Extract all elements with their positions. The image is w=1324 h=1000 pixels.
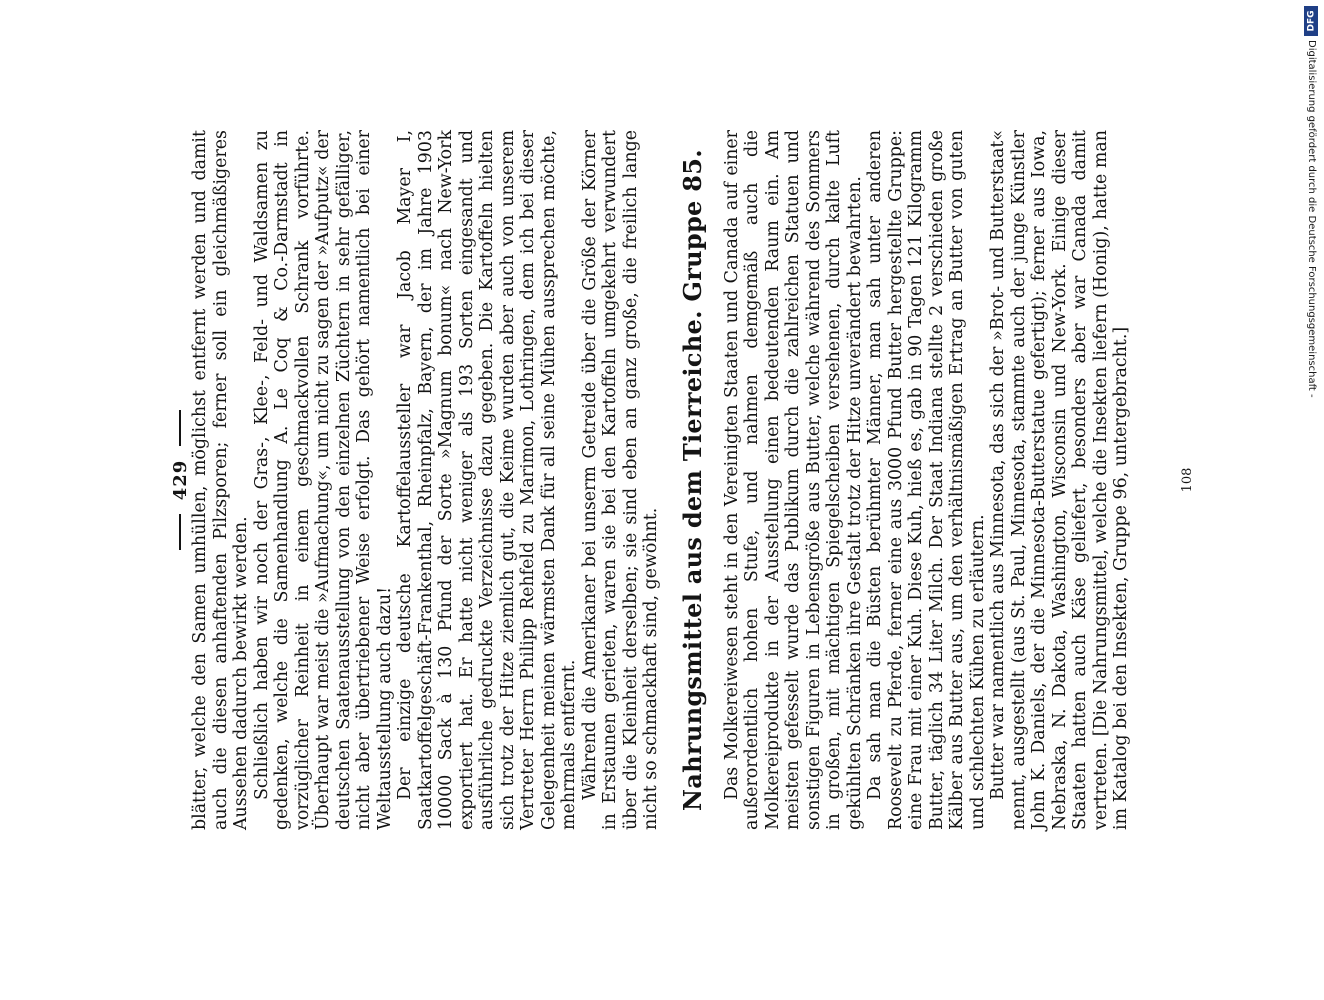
section-heading: Nahrungsmittel aus dem Tierreiche. Gruppe 85.	[677, 149, 707, 811]
digitization-credit	[1300, 0, 1320, 400]
book-page	[160, 130, 1200, 830]
paragraph: Das Molkereiwesen steht in den Vereinigten Staaten und Canada auf einer außerordentlich hohen Stufe, und nahmen demgemäß auch die Molkereiprodukte in der Ausstellung einen bedeutenden Raum ein. Am meisten gefesselt wurde das Publikum durch die zahlreichen Statuen und sonstigen Figuren in Lebensgröße aus Butter, welche während des Sommers in großen, mit mächtigen Spiegelscheiben versehenen, durch kalte Luft gekühlten Schränken ihre Gestalt trotz der Hitze unverändert bewahrten.	[721, 130, 865, 830]
paragraph: Butter war namentlich aus Minnesota, das sich der »Brot- und Butterstaat« nennt, ausgestellt (aus St. Paul, Minnesota, stammte auch der junge Künstler John K. Daniels, der die Minnesota-Butterstatue gefertigt); ferner aus Iowa, Nebraska, N. Dakota, Washington, Wisconsin und New-York. Einige dieser Staaten hatten auch Käse geliefert, besonders aber war Canada damit vertreten. [Die Nahrungsmittel, welche die Insekten liefern (Honig), hatte man im Katalog bei den Insekten, Gruppe 96, untergebracht.]	[988, 130, 1131, 830]
folio-number: 108	[1180, 467, 1195, 493]
page-body	[190, 130, 1132, 830]
paragraph: Schließlich haben wir noch der Gras-, Klee-, Feld- und Waldsamen zu gedenken, welche die Samenhandlung A. Le Coq & Co.-Darmstadt in vorzüglicher Reinheit in einem geschmackvollen Schrank vorführte. Überhaupt war meist die »Aufmachung«, um nicht zu sagen der »Aufputz« der deutschen Saatenausstellung von den einzelnen Züchtern in sehr gefälliger, nicht aber übertriebener Weise erfolgt. Das gehört namentlich bei einer Weltausstellung auch dazu!	[251, 130, 395, 830]
header-dash-right	[179, 410, 181, 446]
paragraph: Der einzige deutsche Kartoffelaussteller war Jacob Mayer I, Saatkartoffelgeschäft-Frankenthal, Rheinpfalz, Bayern, der im Jahre 1903 10000 Sack à 130 Pfund der Sorte »Magnum bonum« nach New-York exportiert hat. Er hatte nicht weniger als 193 Sorten eingesandt und ausführliche gedruckte Verzeichnisse dazu gegeben. Die Kartoffeln hielten sich trotz der Hitze ziemlich gut, die Keime wurden aber auch von unserem Vertreter Herrn Philipp Rehfeld zu Marimon, Lothringen, dem ich bei dieser Gelegenheit meinen wärmsten Dank für all seine Mühen aussprechen möchte, mehrmals entfernt.	[395, 130, 579, 830]
credit-text: Digitalisierung gefördert durch die Deutsche Forschungsgemeinschaft -	[1306, 40, 1317, 398]
paragraph: Während die Amerikaner bei unserm Getreide über die Größe der Körner in Erstaunen gerieten, waren sie bei den Kartoffeln umgekehrt verwundert über die Kleinheit derselben; sie sind eben an ganz große, die freilich lange nicht so schmackhaft sind, gewöhnt.	[579, 130, 661, 830]
paragraph: blätter, welche den Samen umhüllen, möglichst entfernt werden und damit auch die diesen anhaftenden Pilzsporen; ferner soll ein gleichmäßigeres Aussehen dadurch bewirkt werden.	[190, 130, 251, 830]
page-number: 429	[169, 459, 191, 501]
dfg-logo: DFG	[1304, 6, 1318, 36]
header-dash-left	[179, 514, 181, 550]
paragraph: Da sah man die Büsten berühmter Männer, man sah unter anderen Roosevelt zu Pferde, ferner eine aus 3000 Pfund Butter hergestellte Gruppe: eine Frau mit einer Kuh. Diese Kuh, hieß es, gab in 90 Tagen 121 Kilogramm Butter, täglich 34 Liter Milch. Der Staat Indiana stellte 2 verschieden große Kälber aus Butter aus, um den verhältnismäßigen Ertrag an Butter von guten und schlechten Kühen zu erläutern.	[865, 130, 988, 830]
